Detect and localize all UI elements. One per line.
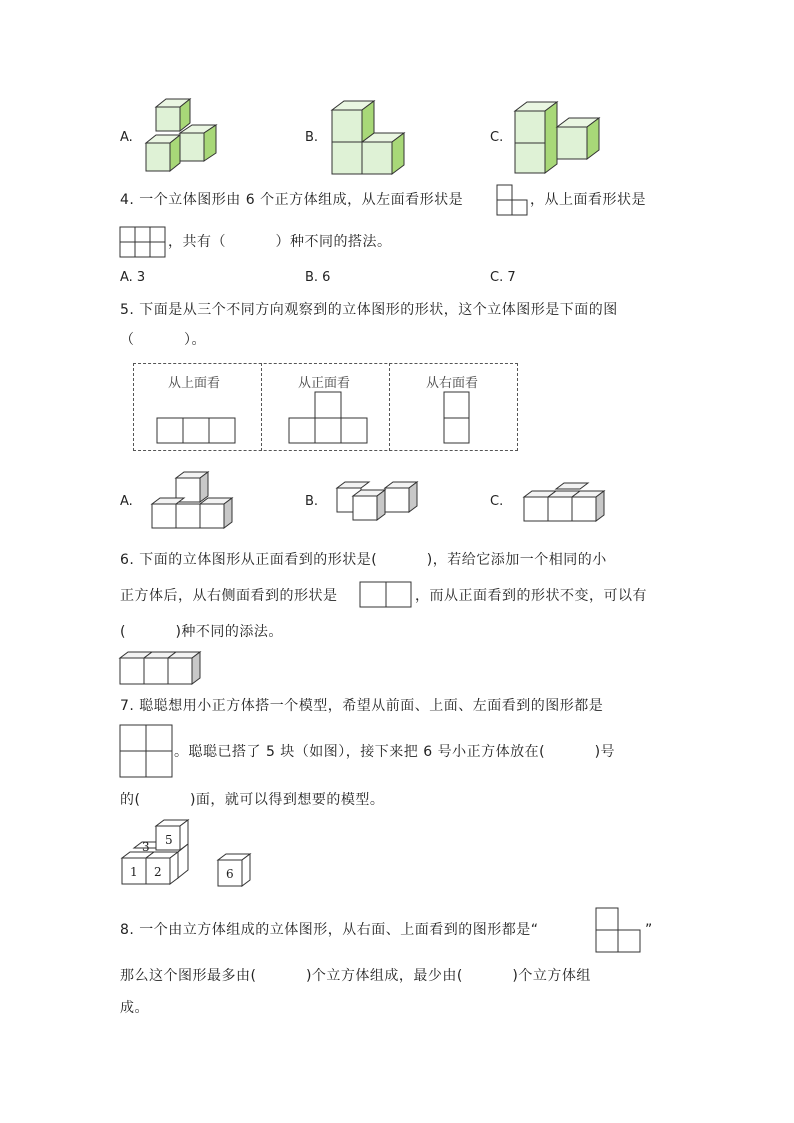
q3-option-c-label[interactable]: C. [490,130,504,145]
q5-option-b-label[interactable]: B. [305,494,319,509]
q4-text-line1b: ，从上面看形状是 [530,192,646,208]
cube-label-6: 6 [226,867,234,881]
q4-option-c[interactable]: C. 7 [490,270,516,285]
q5-figure-c [522,481,606,525]
q3-figure-b [328,98,408,178]
q6-text-line3: ( )种不同的添法。 [120,624,283,640]
cube-label-1: 1 [130,865,138,879]
q6-text-line2a: 正方体后，从右侧面看到的形状是 [120,588,338,604]
q7-text-line1: 7. 聪聪想用小正方体搭一个模型，希望从前面、上面、左面看到的图形都是 [120,698,604,714]
q8-text-line1b: ” [645,922,653,938]
cube-label-3: 3 [142,840,150,854]
q5-view-title-top: 从上面看 [168,376,221,391]
q3-option-a-label[interactable]: A. [120,130,133,145]
q5-view-title-right: 从右面看 [426,376,479,391]
q3-option-b-label[interactable]: B. [305,130,319,145]
q5-text-line1: 5. 下面是从三个不同方向观察到的立体图形的形状，这个立体图形是下面的图 [120,302,618,318]
q7-text-line3: 的( )面，就可以得到想要的模型。 [120,792,385,808]
q4-text-line2: ，共有（ ）种不同的搭法。 [168,234,392,250]
q5-figure-b [335,480,419,524]
q5-front-view-shape [288,391,368,445]
cube-label-5: 5 [165,833,173,847]
q5-text-line2: （ ）。 [120,332,207,348]
q6-text-line2b: ，而从正面看到的形状不变，可以有 [415,588,647,604]
q5-right-view-shape [443,391,471,445]
q5-option-a-label[interactable]: A. [120,494,133,509]
q4-left-view-shape [496,184,528,216]
q8-text-line3: 成。 [120,1000,149,1016]
q4-text-line1a: 4. 一个立体图形由 6 个正方体组成，从左面看形状是 [120,192,464,208]
q8-text-line2: 那么这个图形最多由( )个立方体组成，最少由( )个立方体组 [120,968,591,984]
q4-option-b[interactable]: B. 6 [305,270,331,285]
q8-text-line1a: 8. 一个由立方体组成的立体图形，从右面、上面看到的图形都是“ [120,922,539,938]
q7-target-view-shape [119,724,173,778]
q6-text-line1: 6. 下面的立体图形从正面看到的形状是( )，若给它添加一个相同的小 [120,552,607,568]
q7-model-figure [120,818,260,890]
q5-option-c-label[interactable]: C. [490,494,504,509]
q3-figure-a [140,95,230,185]
q4-option-a[interactable]: A. 3 [120,270,146,285]
cube-label-2: 2 [154,865,162,879]
q5-top-view-shape [156,417,236,445]
q5-view-title-front: 从正面看 [298,376,351,391]
q5-figure-a [150,470,234,532]
q6-right-view-shape [359,581,413,609]
q4-top-view-shape [119,226,167,258]
q3-figure-c [513,99,603,179]
q6-cube-figure [119,650,205,686]
q7-text-line2: 。聪聪已搭了 5 块（如图），接下来把 6 号小正方体放在( )号 [174,744,616,760]
q8-view-shape [595,907,643,953]
